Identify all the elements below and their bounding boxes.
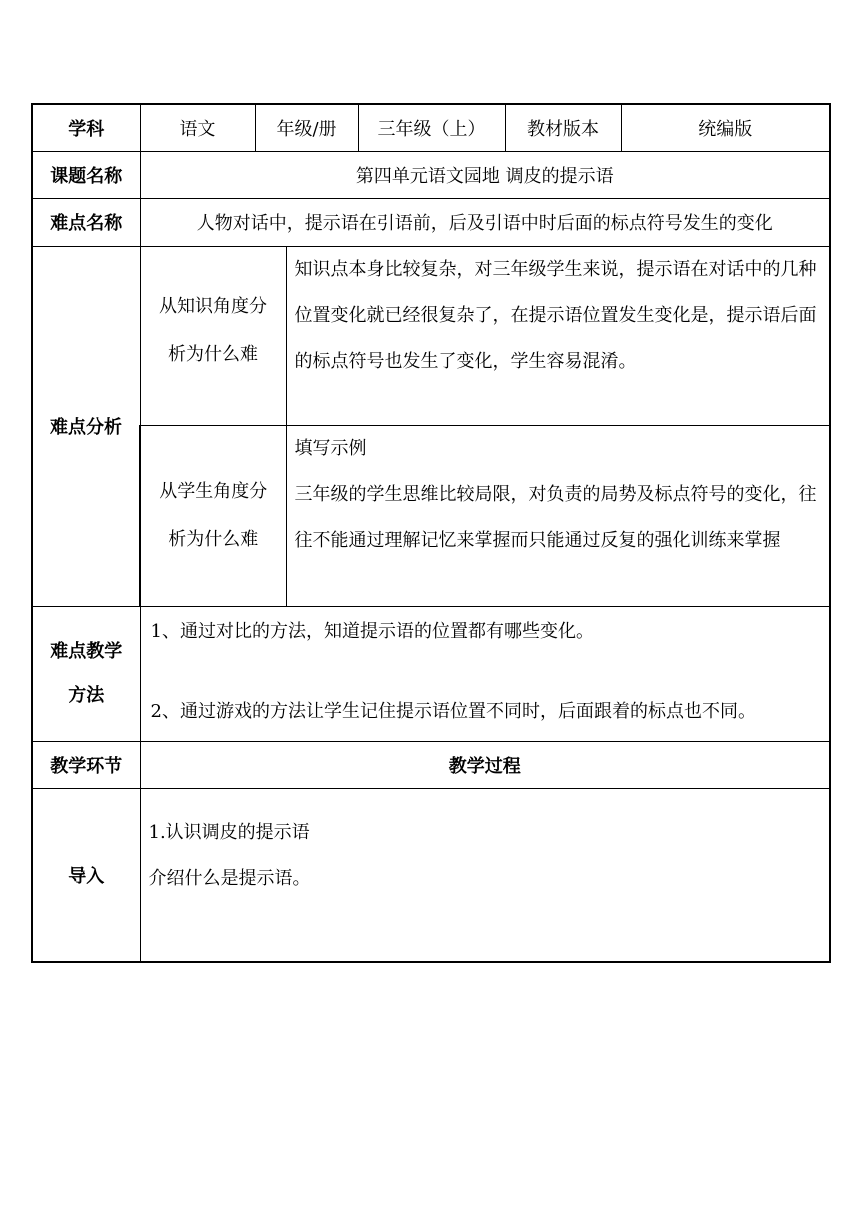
- intro-line-1: 1.认识调皮的提示语: [148, 821, 310, 843]
- methods-label: [32, 606, 140, 741]
- student-angle-cell: [286, 425, 830, 606]
- method-item-2: 2、通过游戏的方法让学生记住提示语位置不同时，后面跟着的标点也不同。: [150, 700, 756, 722]
- analysis-label: 难点分析: [32, 246, 140, 606]
- stage-label: 教学环节: [32, 741, 140, 788]
- intro-line-2: 介绍什么是提示语。: [148, 867, 311, 889]
- process-label: 教学过程: [140, 741, 830, 788]
- difficulty-value: 人物对话中，提示语在引语前，后及引语中时后面的标点符号发生的变化: [140, 198, 830, 246]
- knowledge-analysis-row: [32, 246, 830, 425]
- topic-row: [32, 151, 830, 198]
- methods-label-line1: 难点教学: [50, 640, 123, 662]
- method-item-1: 1、通过对比的方法，知道提示语的位置都有哪些变化。: [150, 620, 594, 642]
- student-angle-label: [140, 425, 286, 606]
- lesson-plan-table: [31, 103, 831, 963]
- difficulty-label: 难点名称: [32, 198, 140, 246]
- grade-value: 三年级（上）: [358, 104, 505, 151]
- topic-value: 第四单元语文园地 调皮的提示语: [140, 151, 830, 198]
- knowledge-angle-text: 知识点本身比较复杂，对三年级学生来说，提示语在对话中的几种位置变化就已经很复杂了，在提示语位置发生变化是，提示语后面的标点符号也发生了变化，学生容易混淆。: [286, 246, 830, 425]
- student-angle-text: 三年级的学生思维比较局限，对负责的局势及标点符号的变化，往往不能通过理解记忆来掌握而只能通过反复的强化训练来掌握: [294, 483, 817, 551]
- intro-content: [140, 788, 830, 962]
- knowledge-angle-label: [140, 246, 286, 425]
- student-angle-label-line2: 析为什么难: [168, 528, 259, 550]
- header-row: [32, 104, 830, 151]
- topic-label: 课题名称: [32, 151, 140, 198]
- knowledge-angle-label-line2: 析为什么难: [168, 343, 258, 365]
- subject-value: 语文: [140, 104, 255, 151]
- example-heading: 填写示例: [294, 437, 367, 459]
- student-angle-label-line1: 从学生角度分: [159, 480, 268, 502]
- methods-content: [140, 606, 830, 741]
- methods-label-line2: 方法: [68, 684, 105, 706]
- difficulty-row: [32, 198, 830, 246]
- student-analysis-row: [32, 425, 830, 606]
- knowledge-angle-label-line1: 从知识角度分: [159, 295, 267, 317]
- process-header-row: [32, 741, 830, 788]
- grade-label: 年级/册: [255, 104, 358, 151]
- subject-label: 学科: [32, 104, 140, 151]
- intro-row: [32, 788, 830, 962]
- methods-row: [32, 606, 830, 741]
- intro-label: 导入: [32, 788, 140, 962]
- edition-label: 教材版本: [505, 104, 621, 151]
- edition-value: 统编版: [621, 104, 830, 151]
